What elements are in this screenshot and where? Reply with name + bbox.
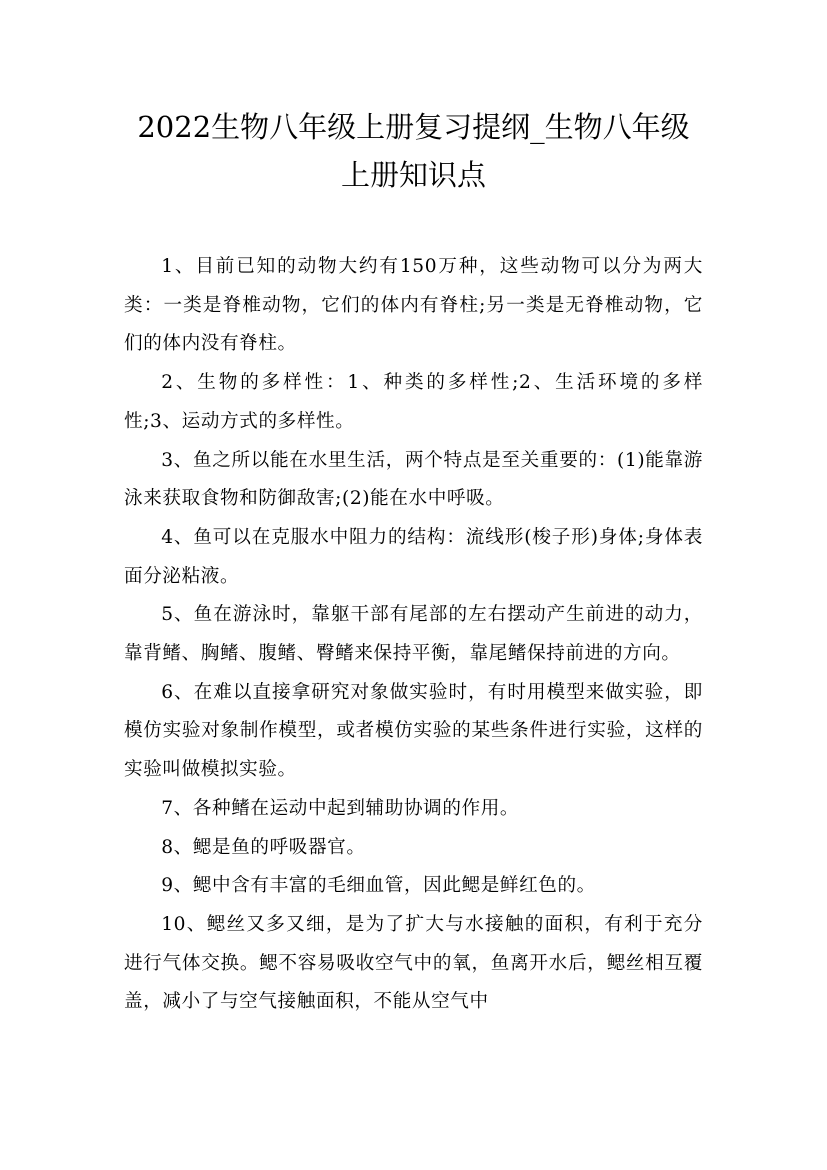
document-title (124, 103, 703, 199)
title-line-1: 2022生物八年级上册复习提纲_生物八年级 (137, 110, 690, 144)
paragraph-1: 1、目前已知的动物大约有150万种，这些动物可以分为两大类：一类是脊椎动物，它们的体内有脊柱;另一类是无脊椎动物，它们的体内没有脊柱。 (124, 256, 703, 355)
paragraph-8: 8、鳃是鱼的呼吸器官。 (161, 836, 366, 858)
paragraph-7: 7、各种鳍在运动中起到辅助协调的作用。 (161, 797, 520, 819)
paragraph-3: 3、鱼之所以能在水里生活，两个特点是至关重要的：(1)能靠游泳来获取食物和防御敌害;(2)能在水中呼吸。 (124, 449, 703, 510)
paragraph-2: 2、生物的多样性：1、种类的多样性;2、生活环境的多样性;3、运动方式的多样性。 (124, 372, 703, 432)
paragraph-5: 5、鱼在游泳时，靠躯干部有尾部的左右摆动产生前进的动力，靠背鳍、胸鳍、腹鳍、臀鳍来保持平衡，靠尾鳍保持前进的方向。 (124, 604, 703, 665)
title-line-2: 上册知识点 (340, 158, 486, 192)
document-body (124, 248, 703, 1022)
paragraph-9: 9、鳃中含有丰富的毛细血管，因此鳃是鲜红色的。 (161, 875, 596, 897)
paragraph-6: 6、在难以直接拿研究对象做实验时，有时用模型来做实验，即模仿实验对象制作模型，或者模仿实验的某些条件进行实验，这样的实验叫做模拟实验。 (124, 681, 703, 781)
paragraph-4: 4、鱼可以在克服水中阻力的结构：流线形(梭子形)身体;身体表面分泌粘液。 (124, 526, 703, 587)
paragraph-10: 10、鳃丝又多又细，是为了扩大与水接触的面积，有利于充分进行气体交换。鳃不容易吸收空气中的氧，鱼离开水后，鳃丝相互覆盖，减小了与空气接触面积，不能从空气中 (124, 913, 703, 1013)
